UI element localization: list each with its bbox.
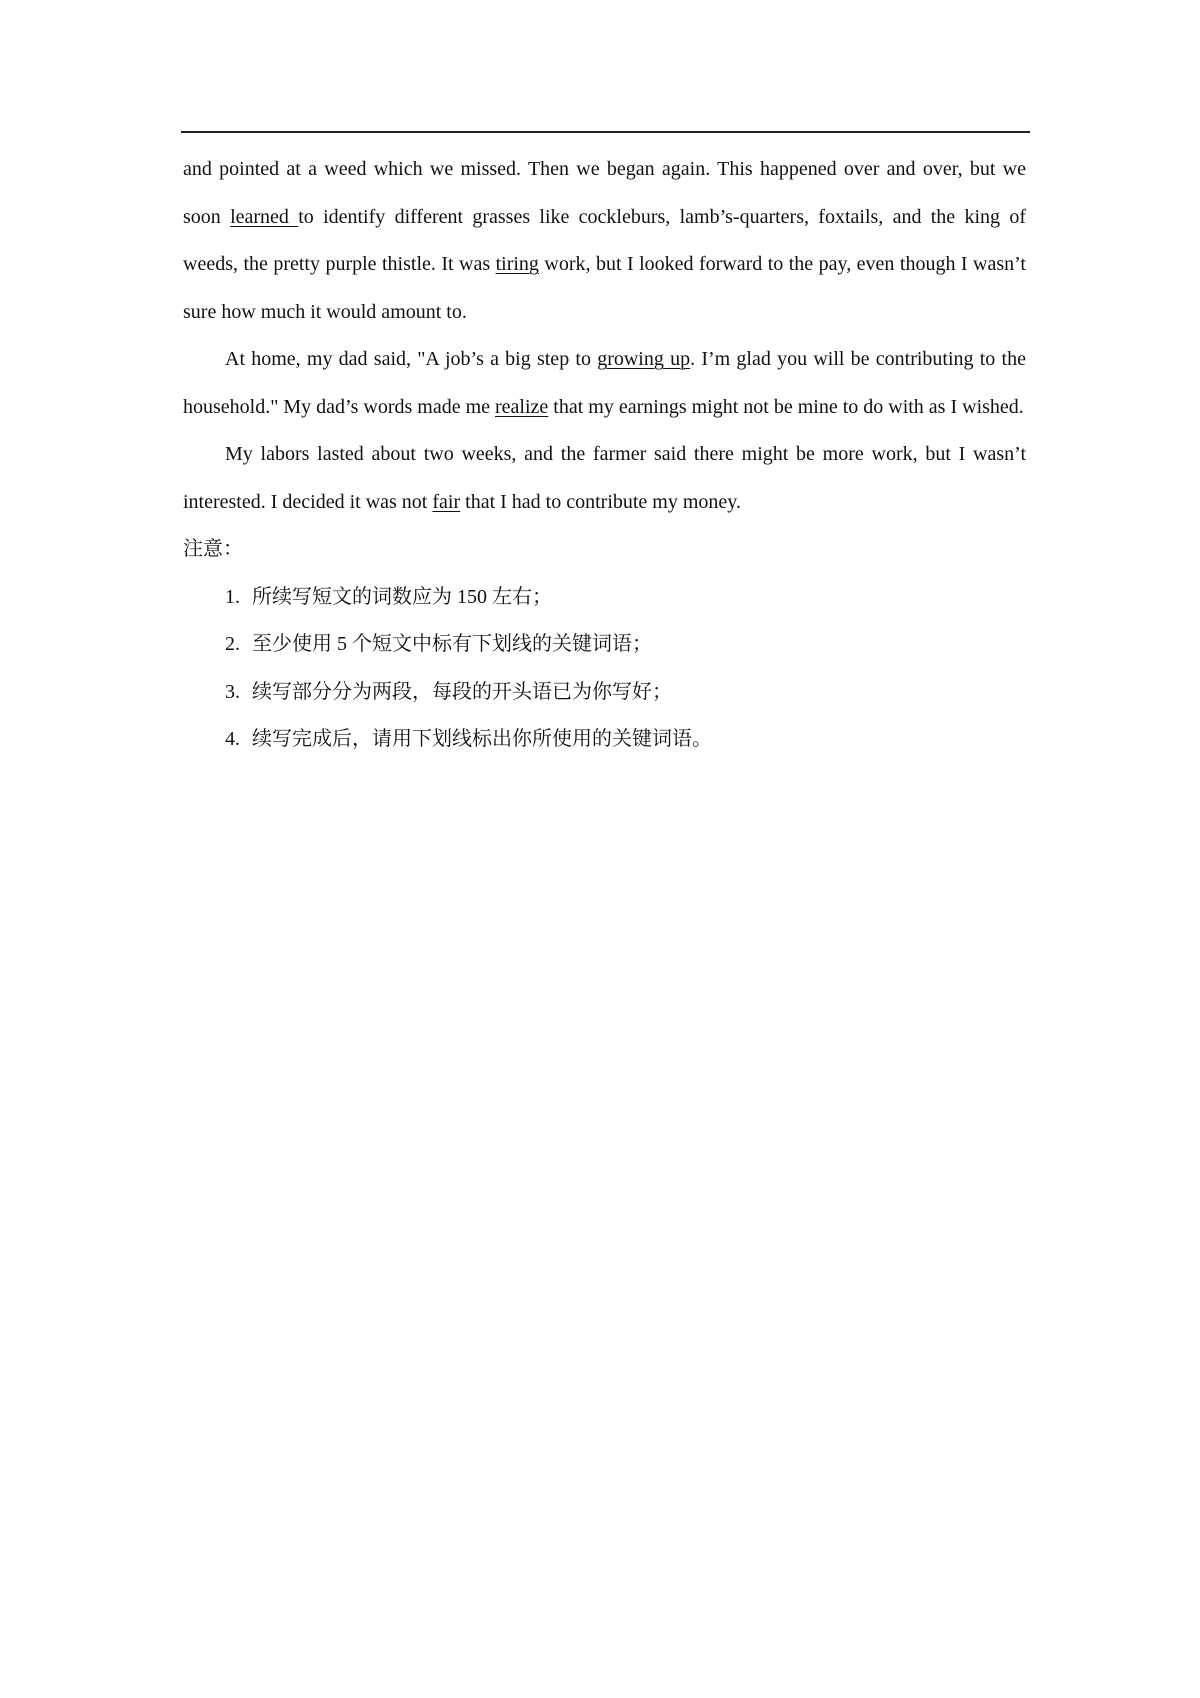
paragraph-2-text: that my earnings might not be mine to do with as I wished. [548, 395, 1024, 418]
note-number: 3. [225, 680, 240, 703]
note-number: 1. [225, 585, 240, 608]
keyword-tiring: tiring [495, 253, 539, 275]
paragraph-3-text: My labors lasted about two weeks, and the farmer said there might be more work, but I wasn’t interested. I decided it was not [183, 443, 1026, 513]
note-item [183, 621, 1026, 669]
note-text: 至少使用 5 个短文中标有下划线的关键词语； [252, 633, 652, 655]
paragraph-2-text: At home, my dad said, "A job’s a big step to [225, 348, 598, 370]
paragraph-2-text: . I’m glad you will be contributing to the household." My dad’s words made me [183, 348, 1026, 418]
note-number: 4. [225, 728, 240, 750]
note-text: 续写部分分为两段，每段的开头语已为你写好； [252, 680, 672, 703]
note-item [183, 716, 1026, 764]
note-text: 续写完成后，请用下划线标出你所使用的关键词语。 [252, 728, 712, 750]
notes-list [183, 574, 1026, 764]
notes-title: 注意： [183, 538, 243, 560]
paragraph-3 [183, 431, 1026, 526]
paragraph-1-text: work, but I looked forward to the pay, even though I wasn’t sure how much it would amount to. [183, 253, 1026, 323]
header-rule [181, 131, 1030, 133]
keyword-fair: fair [432, 490, 461, 513]
note-text: 所续写短文的词数应为 150 左右； [252, 585, 552, 608]
paragraph-3-text: that I had to contribute my money. [460, 490, 741, 513]
keyword-realize: realize [495, 395, 549, 418]
paragraph-2 [183, 336, 1026, 431]
note-number: 2. [225, 633, 240, 655]
paragraph-1-text: and pointed at a weed which we missed. Then we began again. This happened over and over, but we soon [183, 158, 1026, 228]
keyword-learned: learned [230, 205, 299, 228]
paragraph-1 [183, 146, 1026, 336]
keyword-growing-up: growing up [597, 348, 691, 370]
paragraph-1-text: to identify different grasses like cockleburs, lamb’s-quarters, foxtails, and the king of weeds, the pretty purple thistle. It was [183, 205, 1026, 275]
note-item [183, 574, 1026, 622]
document-body [183, 146, 1026, 764]
note-item [183, 669, 1026, 717]
